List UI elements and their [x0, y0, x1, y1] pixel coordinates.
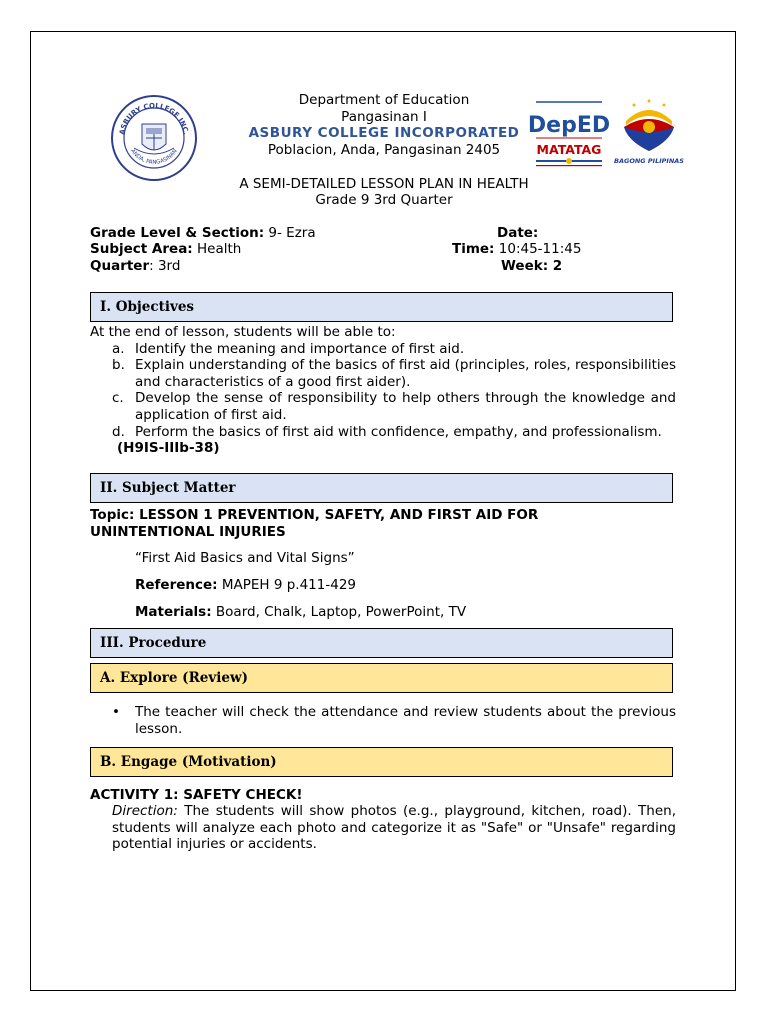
objective-item: [112, 341, 676, 358]
deped-logo-text: DepED: [527, 113, 611, 138]
reference-value: MAPEH 9 p.411-429: [217, 577, 356, 593]
department-name: Department of Education: [298, 92, 470, 108]
time-label: Time:: [452, 241, 495, 257]
quarter-line: [90, 258, 180, 275]
asbury-college-seal: [110, 94, 198, 182]
lesson-plan-title: A SEMI-DETAILED LESSON PLAN IN HEALTH: [239, 176, 529, 192]
engage-heading: [90, 747, 673, 777]
time-line: [452, 241, 581, 258]
date-line: [497, 225, 538, 242]
procedure-heading: [90, 628, 673, 658]
grade-level-line: [90, 225, 316, 242]
activity-direction: [112, 803, 676, 853]
deped-matatag-logo: [527, 99, 611, 169]
activity-title: ACTIVITY 1: SAFETY CHECK!: [90, 787, 303, 803]
lesson-subtitle: “First Aid Basics and Vital Signs”: [135, 550, 355, 566]
procedure-heading-text: III. Procedure: [100, 635, 207, 651]
time-value: 10:45-11:45: [494, 241, 582, 257]
competency-code: (H9IS-IIIb-38): [117, 440, 220, 456]
reference-label: Reference:: [135, 577, 218, 593]
subject-matter-heading: [90, 473, 673, 503]
division-name: Pangasinan I: [341, 109, 427, 125]
school-name: ASBURY COLLEGE INCORPORATED: [248, 125, 520, 141]
reference-line: [135, 577, 356, 594]
objective-label: a.: [112, 341, 125, 357]
subject-area-value: Health: [192, 241, 242, 257]
direction-text: The students will show photos (e.g., playground, kitchen, road). Then, students will analyze each photo and categorize it as "Safe" or "Unsafe" regarding potential injuries or accidents.: [112, 803, 676, 852]
grade-level-value: 9- Ezra: [264, 225, 316, 241]
objective-label: c.: [112, 390, 124, 406]
objectives-heading: [90, 292, 673, 322]
explore-heading: [90, 663, 673, 693]
bagong-pilipinas-text: BAGONG PILIPINAS: [614, 157, 684, 165]
svg-text:ANDA, PANGASINAN: ANDA, PANGASINAN: [129, 148, 179, 166]
objectives-heading-text: I. Objectives: [100, 299, 195, 315]
subject-area-line: [90, 241, 241, 258]
objective-label: b.: [112, 357, 125, 373]
week-line: [501, 258, 562, 275]
materials-label: Materials:: [135, 604, 212, 620]
objective-text: Perform the basics of first aid with confidence, empathy, and professionalism.: [135, 424, 662, 440]
objectives-intro: At the end of lesson, students will be able to:: [90, 324, 396, 340]
bullet-icon: •: [112, 704, 120, 720]
objective-text: Explain understanding of the basics of first aid (principles, roles, responsibilities and characteristics of a good first aider).: [135, 357, 676, 390]
school-address: Poblacion, Anda, Pangasinan 2405: [267, 142, 501, 158]
lesson-plan-subtitle: Grade 9 3rd Quarter: [315, 192, 453, 208]
objective-item: [112, 357, 676, 390]
objective-text: Develop the sense of responsibility to help others through the knowledge and application of first aid.: [135, 390, 676, 423]
subject-matter-heading-text: II. Subject Matter: [100, 480, 236, 496]
grade-level-label: Grade Level & Section:: [90, 225, 265, 241]
week-label: Week: 2: [501, 258, 563, 274]
explore-heading-text: A. Explore (Review): [100, 670, 248, 686]
objective-item: [112, 424, 676, 441]
subject-area-label: Subject Area:: [90, 241, 193, 257]
materials-value: Board, Chalk, Laptop, PowerPoint, TV: [211, 604, 467, 620]
date-label: Date:: [497, 225, 539, 241]
explore-text: The teacher will check the attendance and review students about the previous lesson.: [135, 704, 676, 737]
objective-label: d.: [112, 424, 125, 440]
objective-text: Identify the meaning and importance of first aid.: [135, 341, 465, 357]
lesson-topic: Topic: LESSON 1 PREVENTION, SAFETY, AND FIRST AID FOR UNINTENTIONAL INJURIES: [90, 507, 539, 540]
matatag-logo-text: MATATAG: [536, 142, 602, 157]
quarter-label: Quarter: [90, 258, 150, 274]
engage-heading-text: B. Engage (Motivation): [100, 754, 277, 770]
direction-label: Direction:: [112, 803, 178, 819]
bagong-pilipinas-logo: [612, 97, 686, 167]
objective-item: [112, 390, 676, 423]
quarter-value: : 3rd: [149, 258, 181, 274]
materials-line: [135, 604, 466, 621]
svg-text:ASBURY COLLEGE INC.: ASBURY COLLEGE INC.: [118, 101, 190, 136]
